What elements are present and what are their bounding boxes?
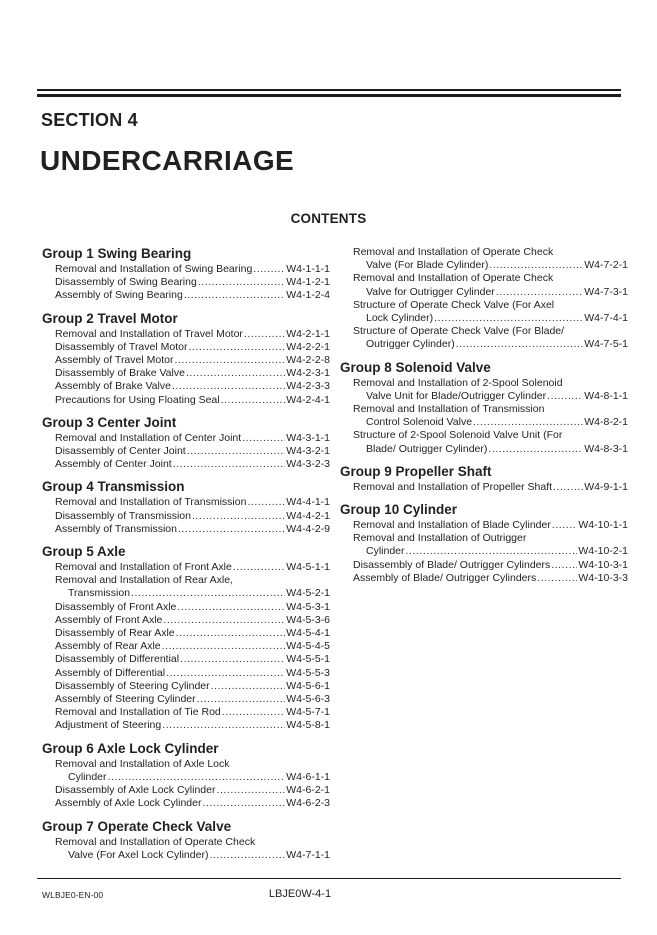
toc-entry-title: Disassembly of Travel Motor [55,340,188,353]
toc-entry-line [42,640,330,653]
toc-entry-title: Assembly of Rear Axle [55,640,161,653]
toc-entry [340,481,628,494]
toc-entry-title: Removal and Installation of Propeller Shaft [353,480,553,493]
dot-leader [537,572,577,585]
dot-leader [253,263,285,276]
toc-entry-line [42,561,330,574]
dot-leader [209,849,285,862]
toc-entry [340,572,628,585]
toc-entry [42,458,330,471]
toc-entry-title: Adjustment of Steering [55,719,162,732]
toc-entry-title: Removal and Installation of Transmission [353,403,545,416]
dot-leader [162,719,285,732]
toc-entry-line [42,380,330,393]
toc-entry-page: W4-5-5-1 [286,653,330,666]
toc-group-heading: Group 7 Operate Check Valve [42,818,232,834]
dot-leader [178,523,285,536]
toc-entry [340,246,628,272]
toc-group [340,360,628,456]
toc-entry-line [42,784,330,797]
toc-entry-line [340,572,628,585]
toc-entry-line [340,246,628,259]
dot-leader [216,784,285,797]
toc-entry-line [340,299,628,312]
toc-entry-page: W4-4-2-9 [286,522,330,535]
toc-entry-line [340,272,628,285]
dot-leader [198,276,285,289]
toc-columns [42,246,628,870]
toc-group [42,819,330,862]
toc-entry-line [42,289,330,302]
toc-entry-title: Removal and Installation of Front Axle [55,561,232,574]
dot-leader [242,432,285,445]
dot-leader [553,481,583,494]
dot-leader [177,601,285,614]
toc-entry-line [42,587,330,600]
dot-leader [172,380,285,393]
dot-leader [456,338,584,351]
toc-entry-line [42,614,330,627]
toc-entry-page: W4-6-2-1 [286,784,330,797]
toc-entry-line [42,276,330,289]
toc-entry-title: Removal and Installation of Center Joint [55,431,242,444]
dot-leader [176,627,286,640]
toc-entry-title: Removal and Installation of Operate Check [353,246,554,258]
toc-entry-line [42,354,330,367]
toc-entry-line [42,263,330,276]
toc-entry-title: Disassembly of Front Axle [55,600,177,613]
toc-column [42,246,330,870]
dot-leader [488,443,583,456]
toc-entry-title: Transmission [68,587,131,600]
toc-entry-line [340,443,628,456]
dot-leader [211,680,286,693]
toc-group [42,415,330,472]
header-double-rule [37,89,621,97]
toc-column [340,246,628,593]
toc-entry-line [42,771,330,784]
toc-entry [42,680,330,693]
toc-group-heading: Group 2 Travel Motor [42,310,178,326]
toc-entry [42,328,330,341]
toc-group-heading: Group 9 Propeller Shaft [340,463,492,479]
toc-entry-page: W4-8-3-1 [584,442,628,455]
toc-entry-page: W4-5-6-1 [286,679,330,692]
toc-entry-page: W4-7-1-1 [286,848,330,861]
toc-entry-page: W4-6-2-3 [286,797,330,810]
toc-entry-page: W4-10-3-1 [578,558,628,571]
toc-entry [42,341,330,354]
toc-entry-title: Disassembly of Brake Valve [55,367,185,380]
toc-entry [42,640,330,653]
toc-entry-page: W4-2-2-8 [286,354,330,367]
toc-entry [42,289,330,302]
toc-entry-title: Lock Cylinder) [366,312,434,325]
toc-entry [42,693,330,706]
toc-entry-line [42,627,330,640]
toc-entry [42,627,330,640]
toc-entry-title: Assembly of Front Axle [55,613,163,626]
toc-entry-line [340,377,628,390]
toc-entry-title: Assembly of Steering Cylinder [55,693,196,706]
toc-entry [42,276,330,289]
toc-entry [42,574,330,600]
toc-entry-title: Control Solenoid Valve [366,416,473,429]
toc-entry [42,797,330,810]
toc-entry [340,532,628,558]
toc-entry-title: Disassembly of Center Joint [55,445,186,458]
toc-entry-page: W4-6-1-1 [286,770,330,783]
toc-entry-title: Disassembly of Rear Axle [55,627,175,640]
toc-entry [340,519,628,532]
toc-entry-title: Valve for Outrigger Cylinder [366,285,495,298]
dot-leader [233,561,285,574]
toc-entry-page: W4-5-7-1 [286,706,330,719]
toc-entry-line [42,328,330,341]
toc-entry-line [42,367,330,380]
dot-leader [202,797,285,810]
footer-document-code: WLBJE0-EN-00 [42,890,104,900]
toc-entry [42,784,330,797]
toc-entry-page: W4-1-2-4 [286,289,330,302]
dot-leader [551,559,577,572]
dot-leader [221,394,286,407]
toc-entry-page: W4-1-1-1 [286,263,330,275]
toc-entry-page: W4-10-3-3 [578,571,628,584]
dot-leader [184,289,285,302]
toc-entry-line [340,545,628,558]
toc-entry-page: W4-5-6-3 [286,693,330,706]
toc-entry-page: W4-1-2-1 [286,276,330,289]
dot-leader [552,519,578,532]
toc-entry-line [340,416,628,429]
toc-group [340,464,628,494]
toc-entry [42,380,330,393]
toc-entry [42,601,330,614]
toc-entry [42,432,330,445]
dot-leader [197,693,286,706]
toc-entry-page: W4-10-1-1 [578,519,628,532]
toc-entry [42,667,330,680]
toc-entry [340,377,628,403]
toc-group [42,246,330,303]
toc-entry-title: Outrigger Cylinder) [366,338,455,351]
toc-entry-title: Precautions for Using Floating Seal [55,393,220,406]
toc-group [340,502,628,585]
toc-entry-title: Disassembly of Blade/ Outrigger Cylinders [353,558,551,571]
toc-entry-line [42,458,330,471]
toc-entry-page: W4-2-3-3 [286,380,330,393]
toc-group-heading: Group 4 Transmission [42,479,185,495]
page-title: UNDERCARRIAGE [40,145,295,176]
toc-entry-title: Valve (For Axel Lock Cylinder) [68,848,209,861]
dot-leader [188,341,285,354]
toc-group-heading: Group 8 Solenoid Valve [340,359,491,375]
toc-entry-page: W4-5-3-6 [286,613,330,626]
toc-entry-page: W4-2-3-1 [286,367,330,380]
toc-entry [42,496,330,509]
toc-entry-line [340,519,628,532]
toc-entry-line [340,325,628,338]
dot-leader [244,328,285,341]
toc-entry-page: W4-5-1-1 [286,561,330,574]
toc-entry-page: W4-2-1-1 [286,327,330,340]
toc-entry-title: Removal and Installation of Travel Motor [55,327,243,340]
toc-entry [340,272,628,298]
toc-entry-title: Removal and Installation of Tie Rod [55,706,221,719]
dot-leader [162,640,286,653]
toc-entry-title: Valve (For Blade Cylinder) [366,259,489,272]
toc-entry-title: Blade/ Outrigger Cylinder) [366,442,488,455]
toc-entry-line [42,510,330,523]
toc-entry-title: Disassembly of Swing Bearing [55,276,197,289]
toc-entry [340,559,628,572]
dot-leader [434,312,583,325]
toc-entry-title: Removal and Installation of Operate Check [353,272,554,285]
toc-entry-line [340,403,628,416]
toc-entry [42,263,330,276]
toc-entry-title: Disassembly of Differential [55,653,180,666]
footer-page-number: LBJE0W-4-1 [268,888,332,900]
toc-entry-line [340,312,628,325]
toc-entry-title: Removal and Installation of 2-Spool Solenoid [353,376,563,389]
toc-entry-line [42,667,330,680]
toc-entry-line [340,559,628,572]
toc-entry-line [42,706,330,719]
dot-leader [187,445,286,458]
toc-entry-page: W4-2-4-1 [286,393,330,406]
toc-group [42,544,330,733]
toc-entry-line [340,390,628,403]
toc-entry-line [42,680,330,693]
toc-entry [340,299,628,325]
toc-entry-page: W4-7-4-1 [584,312,628,325]
toc-entry-page: W4-8-1-1 [584,389,628,402]
toc-entry-page: W4-3-2-1 [286,445,330,458]
toc-entry-page: W4-7-5-1 [584,338,628,351]
toc-entry-title: Cylinder [68,770,107,783]
toc-entry-page: W4-4-1-1 [286,496,330,509]
section-label: SECTION 4 [41,110,138,130]
toc-group-heading: Group 1 Swing Bearing [42,246,192,261]
toc-entry-title: Disassembly of Axle Lock Cylinder [55,784,216,797]
toc-entry [42,706,330,719]
toc-entry-line [340,532,628,545]
toc-entry-page: W4-10-2-1 [578,545,628,558]
toc-entry-line [42,432,330,445]
dot-leader [547,390,583,403]
toc-entry-title: Disassembly of Steering Cylinder [55,679,210,692]
toc-entry-title: Assembly of Center Joint [55,458,172,471]
toc-entry [42,561,330,574]
toc-entry-title: Valve Unit for Blade/Outrigger Cylinder [366,389,547,402]
dot-leader [131,587,285,600]
dot-leader [496,286,583,299]
toc-entry [42,367,330,380]
toc-entry-page: W4-5-2-1 [286,587,330,600]
toc-entry-line [42,693,330,706]
toc-entry-title: Structure of Operate Check Valve (For Axel [353,298,555,311]
dot-leader [108,771,286,784]
toc-entry-title: Assembly of Axle Lock Cylinder [55,797,202,810]
toc-entry-title: Removal and Installation of Swing Bearing [55,263,253,275]
toc-entry-title: Removal and Installation of Transmission [55,496,247,509]
toc-entry-line [42,849,330,862]
toc-entry [42,523,330,536]
toc-entry [340,403,628,429]
toc-group [42,311,330,407]
toc-entry-page: W4-5-4-1 [286,627,330,640]
toc-entry-title: Structure of Operate Check Valve (For Blade/ [353,325,565,338]
toc-entry-title: Disassembly of Transmission [55,509,191,522]
toc-entry-title: Removal and Installation of Outrigger [353,532,527,545]
toc-entry-line [340,429,628,442]
toc-entry-line [340,259,628,272]
dot-leader [192,510,285,523]
toc-entry-line [42,719,330,732]
toc-entry-page: W4-5-5-3 [286,666,330,679]
dot-leader [166,667,285,680]
toc-group-heading: Group 10 Cylinder [340,502,458,518]
toc-entry-page: W4-5-4-5 [286,640,330,653]
toc-entry-title: Assembly of Blade/ Outrigger Cylinders [353,571,537,584]
toc-entry-title: Assembly of Transmission [55,522,177,535]
toc-entry-page: W4-2-2-1 [286,340,330,353]
toc-entry-line [42,653,330,666]
toc-group [42,741,330,811]
toc-entry [42,445,330,458]
toc-entry [42,653,330,666]
toc-entry [42,836,330,862]
dot-leader [406,545,578,558]
toc-entry-page: W4-5-3-1 [286,600,330,613]
contents-heading: CONTENTS [290,211,367,226]
toc-entry-line [42,601,330,614]
toc-entry-line [42,523,330,536]
toc-entry-title: Removal and Installation of Operate Check [55,835,256,848]
toc-entry-line [340,286,628,299]
toc-entry-page: W4-3-1-1 [286,431,330,444]
toc-entry-line [340,338,628,351]
toc-entry [42,758,330,784]
toc-group [340,246,628,352]
toc-entry-line [42,445,330,458]
toc-entry-title: Cylinder [366,545,405,558]
toc-entry-line [42,836,330,849]
dot-leader [247,496,285,509]
dot-leader [174,354,285,367]
toc-entry-page: W4-7-2-1 [584,259,628,272]
toc-entry-page: W4-7-3-1 [584,285,628,298]
toc-entry-page: W4-9-1-1 [584,480,628,493]
toc-entry-page: W4-3-2-3 [286,458,330,471]
toc-entry-line [42,496,330,509]
toc-entry-line [340,481,628,494]
dot-leader [489,259,583,272]
toc-entry [42,510,330,523]
toc-entry [42,719,330,732]
toc-entry-title: Assembly of Brake Valve [55,380,171,393]
toc-entry [340,429,628,455]
toc-entry [340,325,628,351]
toc-entry-title: Removal and Installation of Blade Cylinder [353,519,551,532]
toc-entry-title: Assembly of Swing Bearing [55,289,183,302]
toc-entry-page: W4-4-2-1 [286,509,330,522]
toc-entry-page: W4-5-8-1 [286,719,330,732]
toc-group-heading: Group 6 Axle Lock Cylinder [42,740,219,756]
toc-group-heading: Group 5 Axle [42,544,126,560]
toc-group-heading: Group 3 Center Joint [42,414,177,430]
toc-entry-title: Assembly of Differential [55,666,166,679]
toc-entry-line [42,797,330,810]
footer-rule [37,878,621,879]
toc-entry-title: Removal and Installation of Rear Axle, [55,574,234,587]
toc-entry-title: Removal and Installation of Axle Lock [55,757,230,770]
toc-entry [42,614,330,627]
dot-leader [180,653,285,666]
toc-entry-line [42,341,330,354]
toc-entry [42,394,330,407]
toc-entry-line [42,394,330,407]
toc-entry-title: Structure of 2-Spool Solenoid Valve Unit (For [353,429,563,442]
dot-leader [186,367,285,380]
toc-entry-line [42,758,330,771]
dot-leader [222,706,285,719]
dot-leader [173,458,286,471]
dot-leader [163,614,285,627]
toc-entry-page: W4-8-2-1 [584,416,628,429]
toc-entry-line [42,574,330,587]
toc-entry-title: Assembly of Travel Motor [55,354,174,367]
toc-group [42,479,330,536]
toc-entry [42,354,330,367]
dot-leader [473,416,583,429]
